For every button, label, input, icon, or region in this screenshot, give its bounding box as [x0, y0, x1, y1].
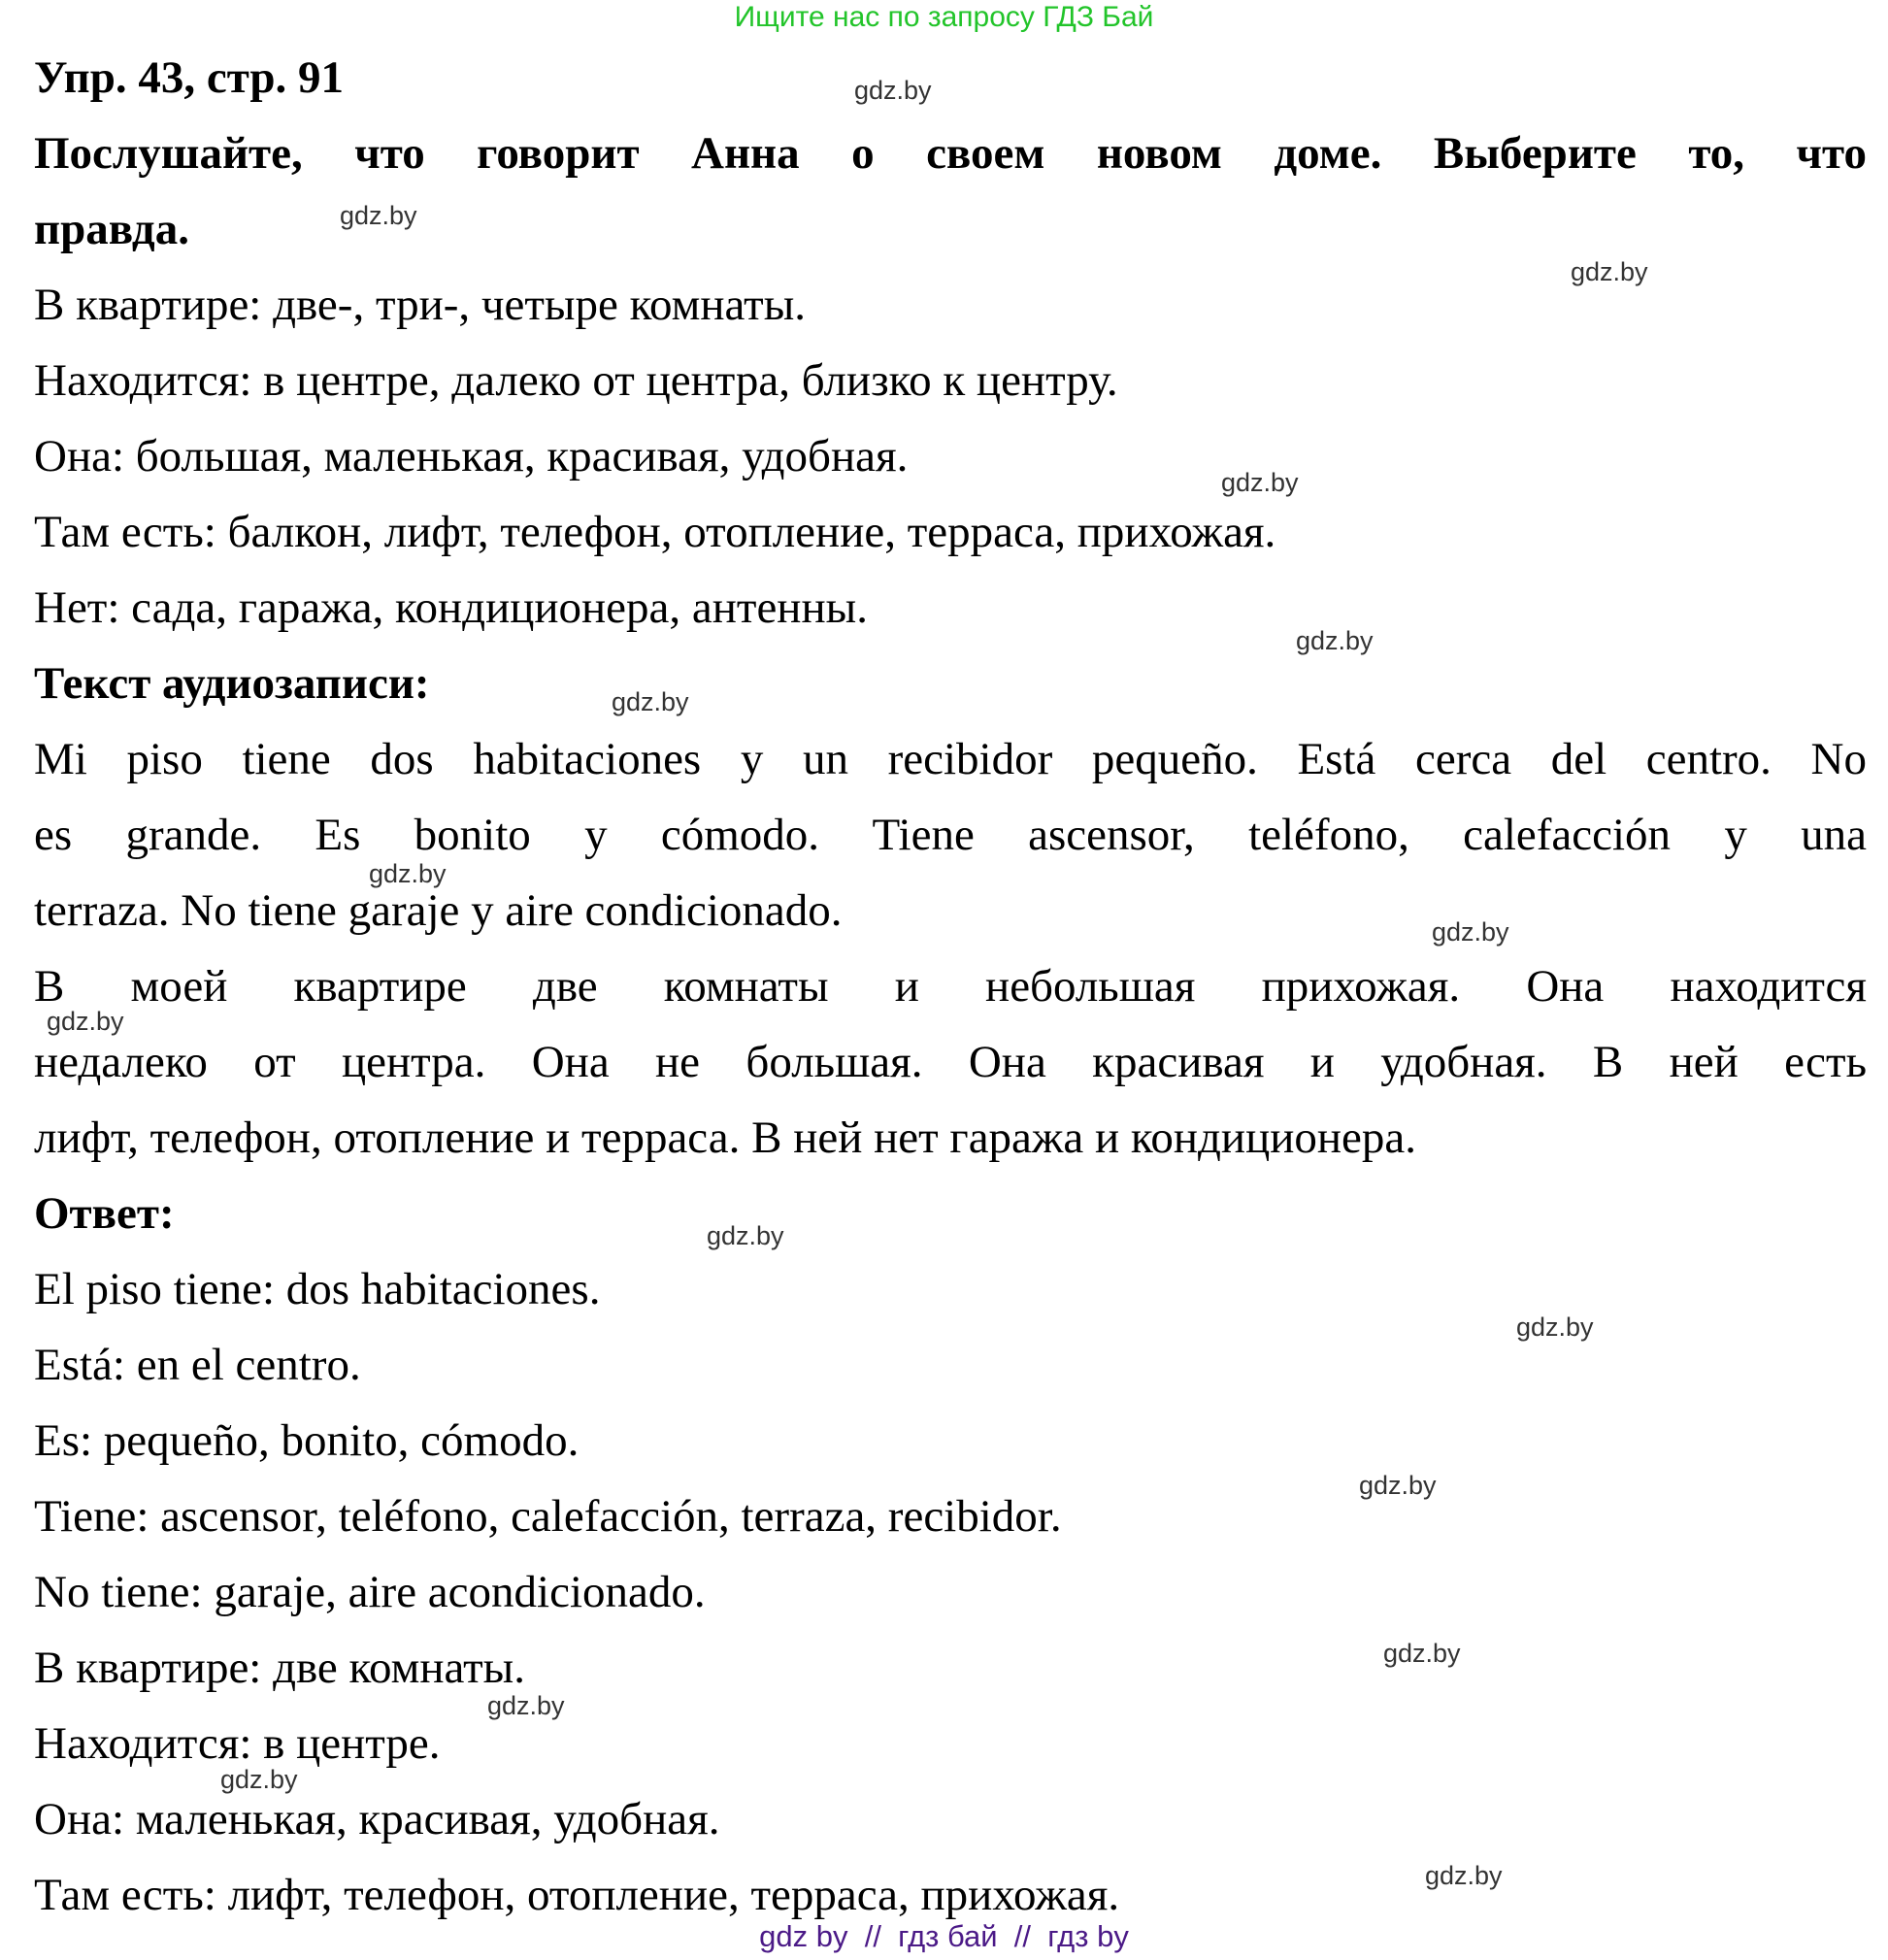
- answer-line: Está: en el centro.: [34, 1340, 361, 1390]
- watermark: gdz.by: [1221, 468, 1299, 497]
- transcript-heading: Текст аудиозаписи:: [34, 658, 430, 709]
- answer-heading: Ответ:: [34, 1188, 175, 1239]
- watermark: gdz.by: [1516, 1312, 1594, 1342]
- transcript-es-line: terraza. No tiene garaje y aire condicionado.: [34, 885, 843, 936]
- task-instruction-line-2: правда.: [34, 204, 189, 254]
- answer-line: No tiene: garaje, aire acondicionado.: [34, 1567, 706, 1617]
- site-footer-banner: gdz by // гдз бай // гдз by: [759, 1919, 1129, 1953]
- transcript-es-line: es grande. Es bonito y cómodo. Tiene ascensor, teléfono, calefacción y una: [34, 810, 1867, 860]
- watermark: gdz.by: [340, 201, 417, 230]
- watermark: gdz.by: [487, 1691, 565, 1720]
- watermark: gdz.by: [1571, 257, 1648, 286]
- watermark: gdz.by: [707, 1221, 784, 1250]
- answer-line: Она: маленькая, красивая, удобная.: [34, 1794, 720, 1844]
- answer-line: El piso tiene: dos habitaciones.: [34, 1264, 601, 1314]
- option-line: Находится: в центре, далеко от центра, близко к центру.: [34, 355, 1118, 406]
- option-line: Нет: сада, гаража, кондиционера, антенны.: [34, 582, 868, 633]
- option-line: В квартире: две-, три-, четыре комнаты.: [34, 280, 807, 330]
- watermark: gdz.by: [1432, 917, 1509, 947]
- watermark: gdz.by: [1383, 1639, 1461, 1668]
- search-hint-banner: Ищите нас по запросу ГДЗ Бай: [734, 1, 1154, 33]
- transcript-ru-line: В моей квартире две комнаты и небольшая прихожая. Она находится: [34, 961, 1867, 1012]
- watermark: gdz.by: [612, 687, 689, 716]
- watermark: gdz.by: [47, 1007, 124, 1036]
- watermark: gdz.by: [854, 76, 932, 105]
- option-line: Она: большая, маленькая, красивая, удобная.: [34, 431, 909, 482]
- transcript-ru-line: лифт, телефон, отопление и терраса. В ней нет гаража и кондиционера.: [34, 1113, 1416, 1163]
- answer-line: Tiene: ascensor, teléfono, calefacción, terraza, recibidor.: [34, 1491, 1062, 1542]
- exercise-title: Упр. 43, стр. 91: [34, 52, 345, 103]
- task-instruction-line-1: Послушайте, что говорит Анна о своем новом доме. Выберите то, что: [34, 128, 1867, 179]
- watermark: gdz.by: [1359, 1471, 1437, 1500]
- option-line: Там есть: балкон, лифт, телефон, отопление, терраса, прихожая.: [34, 507, 1276, 557]
- watermark: gdz.by: [1425, 1861, 1503, 1890]
- watermark: gdz.by: [220, 1765, 298, 1794]
- answer-line: В квартире: две комнаты.: [34, 1643, 526, 1693]
- watermark: gdz.by: [1296, 626, 1374, 655]
- answer-line: Там есть: лифт, телефон, отопление, терраса, прихожая.: [34, 1870, 1120, 1920]
- answer-line: Es: pequeño, bonito, cómodo.: [34, 1415, 580, 1466]
- answer-line: Находится: в центре.: [34, 1718, 441, 1769]
- watermark: gdz.by: [369, 859, 447, 888]
- transcript-ru-line: недалеко от центра. Она не большая. Она красивая и удобная. В ней есть: [34, 1037, 1867, 1087]
- transcript-es-line: Mi piso tiene dos habitaciones y un recibidor pequeño. Está cerca del centro. No: [34, 734, 1867, 784]
